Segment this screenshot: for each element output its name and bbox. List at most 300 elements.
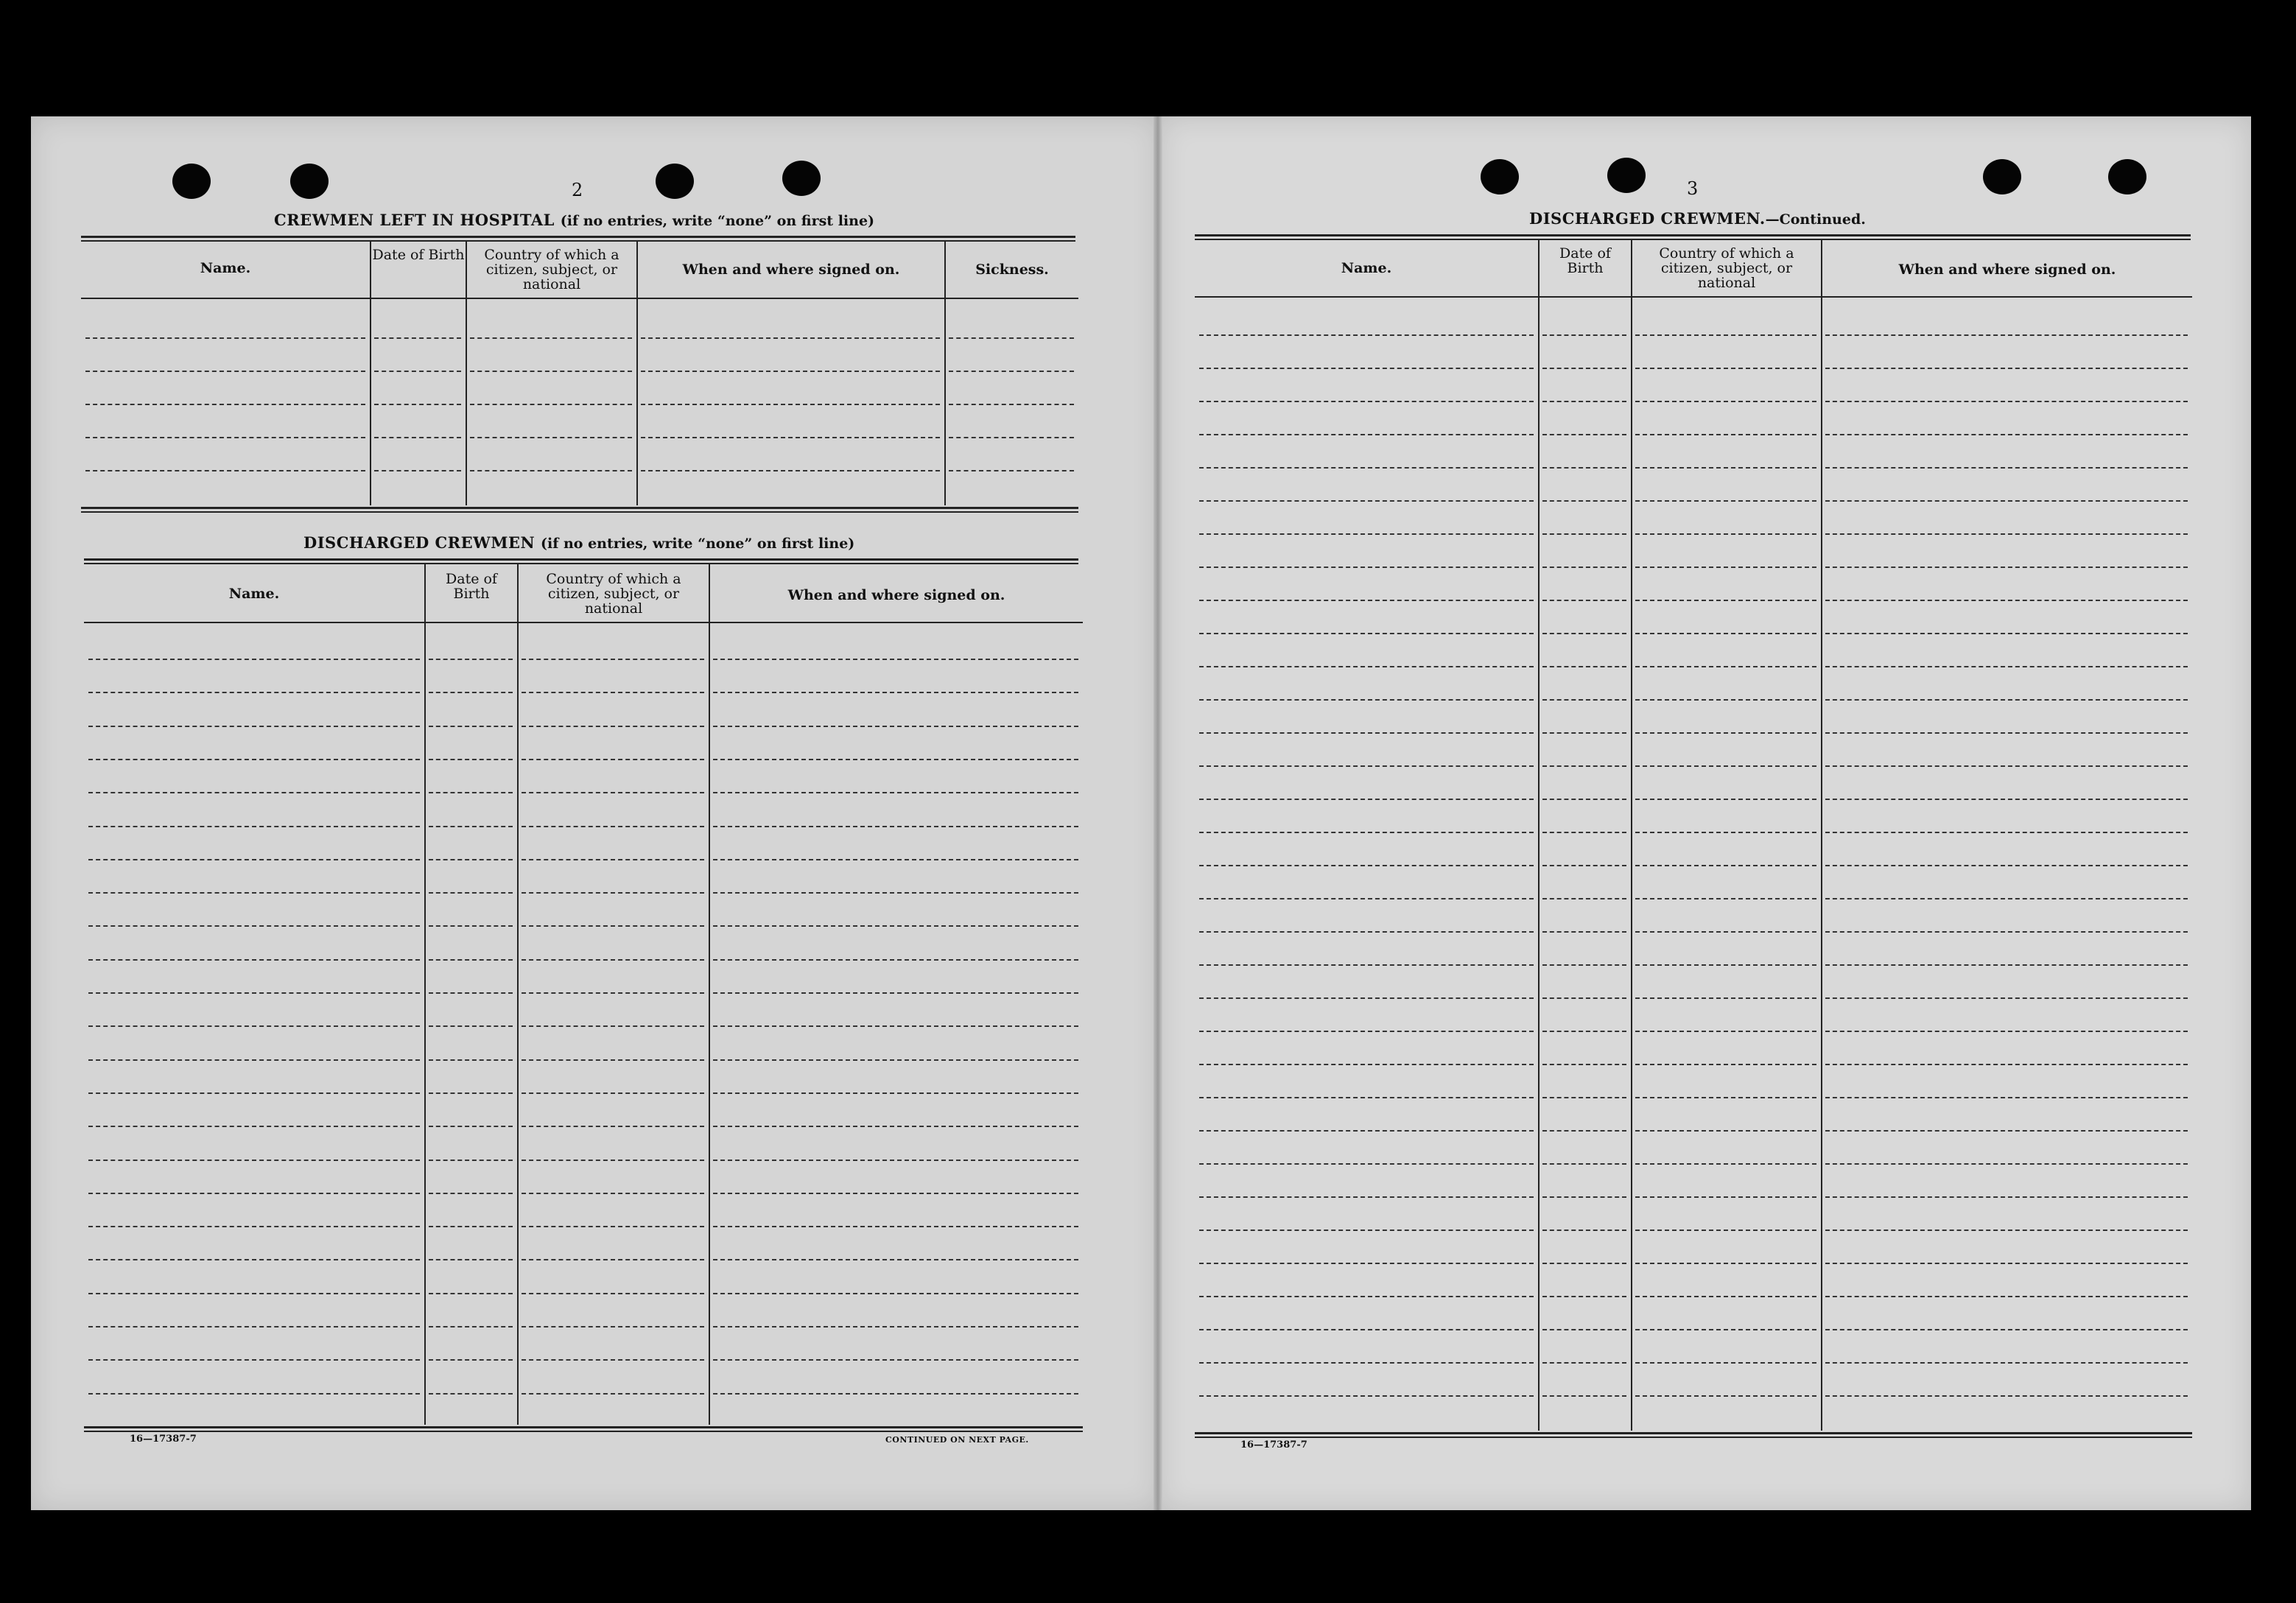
header-rule: [1195, 296, 2192, 298]
entry-line: [1635, 931, 1816, 933]
column-header: Date of Birth: [1559, 245, 1611, 276]
entry-line: [713, 1092, 1078, 1094]
entry-line: [641, 337, 940, 339]
entry-line: [1199, 1064, 1534, 1065]
table-bottom-rule: [81, 507, 1078, 513]
entry-line: [1199, 1263, 1534, 1264]
punch-hole: [656, 164, 694, 199]
entry-line: [522, 1193, 704, 1194]
entry-line: [1542, 401, 1626, 402]
left-page: [31, 116, 1159, 1510]
entry-line: [522, 959, 704, 961]
entry-line: [713, 1326, 1078, 1327]
entry-line: [713, 726, 1078, 727]
entry-line: [949, 437, 1074, 438]
hospital-section-instruction: (if no entries, write “none” on first line): [560, 213, 875, 229]
entry-line: [470, 437, 632, 438]
entry-line: [88, 992, 420, 994]
entry-line: [1635, 1230, 1816, 1231]
entry-line: [429, 1059, 513, 1061]
entry-line: [1635, 567, 1816, 568]
entry-line: [1199, 500, 1534, 502]
entry-line: [1199, 666, 1534, 667]
entry-line: [641, 371, 940, 372]
entry-line: [1635, 732, 1816, 734]
entry-line: [1635, 1329, 1816, 1330]
column-divider: [944, 240, 946, 505]
entry-line: [1825, 368, 2188, 369]
entry-line: [429, 1025, 513, 1027]
entry-line: [88, 1025, 420, 1027]
entry-line: [429, 1326, 513, 1327]
entry-line: [713, 1193, 1078, 1194]
entry-line: [522, 1259, 704, 1260]
entry-line: [1635, 898, 1816, 899]
entry-line: [522, 1092, 704, 1094]
entry-line: [85, 404, 365, 405]
column-header: When and where signed on.: [787, 587, 1005, 603]
column-divider: [1538, 239, 1540, 1431]
entry-line: [1825, 1064, 2188, 1065]
entry-line: [1542, 997, 1626, 999]
entry-line: [1542, 765, 1626, 767]
entry-line: [88, 1259, 420, 1260]
entry-line: [1825, 732, 2188, 734]
entry-line: [1542, 633, 1626, 634]
column-divider: [517, 563, 519, 1425]
entry-line: [1635, 1296, 1816, 1297]
entry-line: [1825, 401, 2188, 402]
header-rule: [84, 622, 1083, 623]
entry-line: [1825, 567, 2188, 568]
entry-line: [1199, 434, 1534, 435]
entry-line: [88, 1326, 420, 1327]
punch-hole: [290, 164, 329, 199]
entry-line: [1635, 1395, 1816, 1397]
entry-line: [374, 470, 461, 471]
entry-line: [1825, 1263, 2188, 1264]
entry-line: [1825, 1230, 2188, 1231]
entry-line: [429, 1226, 513, 1227]
discharged-section-instruction: (if no entries, write “none” on first line): [540, 536, 855, 552]
entry-line: [1199, 334, 1534, 336]
entry-line: [1635, 334, 1816, 336]
entry-line: [713, 892, 1078, 894]
entry-line: [1825, 600, 2188, 601]
entry-line: [522, 1359, 704, 1361]
entry-line: [1825, 832, 2188, 833]
discharged-table-top-rule: [84, 558, 1078, 564]
punch-hole: [1983, 159, 2021, 194]
entry-line: [522, 1126, 704, 1127]
entry-line: [429, 726, 513, 727]
entry-line: [1199, 865, 1534, 866]
entry-line: [713, 992, 1078, 994]
entry-line: [1635, 1097, 1816, 1098]
punch-hole: [782, 161, 821, 196]
entry-line: [522, 1393, 704, 1395]
column-divider: [709, 563, 710, 1425]
entry-line: [429, 1359, 513, 1361]
entry-line: [1825, 434, 2188, 435]
entry-line: [1825, 964, 2188, 966]
continued-label: —Continued.: [1765, 211, 1866, 228]
entry-line: [1635, 997, 1816, 999]
entry-line: [429, 925, 513, 927]
entry-line: [713, 659, 1078, 660]
entry-line: [713, 1160, 1078, 1161]
discharged-section-title: DISCHARGED CREWMEN: [303, 533, 536, 552]
continued-note: CONTINUED ON NEXT PAGE.: [885, 1435, 1029, 1445]
entry-line: [1825, 1196, 2188, 1198]
punch-hole: [172, 164, 211, 199]
entry-line: [374, 404, 461, 405]
discharged-continued-title: DISCHARGED CREWMEN.: [1529, 209, 1766, 228]
form-number: 16—17387-7: [1240, 1439, 1307, 1451]
entry-line: [1199, 997, 1534, 999]
entry-line: [1635, 434, 1816, 435]
entry-line: [429, 1126, 513, 1127]
column-header: Country of which a citizen, subject, or national: [1659, 245, 1794, 291]
entry-line: [949, 337, 1074, 339]
entry-line: [1542, 1296, 1626, 1297]
entry-line: [1199, 1296, 1534, 1297]
entry-line: [1199, 633, 1534, 634]
entry-line: [1199, 765, 1534, 767]
entry-line: [1825, 1362, 2188, 1364]
entry-line: [1825, 1395, 2188, 1397]
entry-line: [470, 337, 632, 339]
entry-line: [1542, 666, 1626, 667]
entry-line: [1199, 1329, 1534, 1330]
entry-line: [1542, 334, 1626, 336]
entry-line: [1825, 533, 2188, 535]
entry-line: [88, 1059, 420, 1061]
entry-line: [1542, 1031, 1626, 1032]
entry-line: [429, 892, 513, 894]
entry-line: [522, 1226, 704, 1227]
entry-line: [1825, 931, 2188, 933]
entry-line: [1635, 1163, 1816, 1165]
entry-line: [1825, 467, 2188, 469]
table-bottom-rule: [84, 1426, 1083, 1432]
entry-line: [1199, 898, 1534, 899]
entry-line: [85, 337, 365, 339]
entry-line: [1199, 401, 1534, 402]
entry-line: [1199, 964, 1534, 966]
entry-line: [522, 992, 704, 994]
entry-line: [1542, 467, 1626, 469]
entry-line: [522, 726, 704, 727]
entry-line: [1635, 765, 1816, 767]
entry-line: [88, 1126, 420, 1127]
entry-line: [88, 792, 420, 793]
entry-line: [1199, 1196, 1534, 1198]
entry-line: [1825, 898, 2188, 899]
entry-line: [1542, 699, 1626, 701]
entry-line: [713, 692, 1078, 693]
entry-line: [713, 826, 1078, 827]
entry-line: [1635, 1064, 1816, 1065]
entry-line: [470, 371, 632, 372]
entry-line: [1542, 567, 1626, 568]
entry-line: [1542, 500, 1626, 502]
entry-line: [1199, 368, 1534, 369]
entry-line: [522, 692, 704, 693]
entry-line: [1199, 467, 1534, 469]
entry-line: [1635, 1263, 1816, 1264]
entry-line: [85, 371, 365, 372]
column-header: Name.: [200, 260, 251, 276]
entry-line: [1199, 1230, 1534, 1231]
punch-hole: [1607, 158, 1646, 193]
entry-line: [1635, 964, 1816, 966]
entry-line: [429, 1193, 513, 1194]
entry-line: [1825, 799, 2188, 800]
entry-line: [88, 759, 420, 760]
entry-line: [1199, 931, 1534, 933]
entry-line: [1542, 1329, 1626, 1330]
column-header: Name.: [228, 586, 280, 602]
entry-line: [1542, 898, 1626, 899]
header-rule: [81, 298, 1078, 299]
entry-line: [522, 925, 704, 927]
entry-line: [1542, 600, 1626, 601]
entry-line: [522, 826, 704, 827]
entry-line: [1635, 666, 1816, 667]
entry-line: [88, 959, 420, 961]
column-header: Sickness.: [975, 262, 1049, 278]
entry-line: [1825, 500, 2188, 502]
entry-line: [374, 437, 461, 438]
column-header: Country of which a citizen, subject, or national: [484, 247, 619, 292]
entry-line: [1199, 567, 1534, 568]
entry-line: [1825, 1329, 2188, 1330]
entry-line: [1825, 765, 2188, 767]
entry-line: [1542, 533, 1626, 535]
table-bottom-rule: [1195, 1432, 2192, 1438]
entry-line: [1199, 1163, 1534, 1165]
entry-line: [1542, 799, 1626, 800]
entry-line: [1825, 1296, 2188, 1297]
entry-line: [641, 404, 940, 405]
entry-line: [713, 859, 1078, 860]
entry-line: [1635, 500, 1816, 502]
entry-line: [1542, 865, 1626, 866]
page-number: 2: [572, 180, 583, 200]
entry-line: [1542, 1064, 1626, 1065]
entry-line: [429, 1293, 513, 1294]
entry-line: [1825, 1031, 2188, 1032]
entry-line: [1635, 832, 1816, 833]
column-divider: [370, 240, 371, 505]
entry-line: [1635, 600, 1816, 601]
column-divider: [424, 563, 426, 1425]
entry-line: [1542, 1230, 1626, 1231]
entry-line: [374, 371, 461, 372]
entry-line: [429, 692, 513, 693]
entry-line: [641, 437, 940, 438]
entry-line: [1199, 732, 1534, 734]
entry-line: [1199, 1097, 1534, 1098]
column-header: When and where signed on.: [682, 262, 900, 278]
entry-line: [522, 1160, 704, 1161]
entry-line: [1542, 832, 1626, 833]
entry-line: [88, 1160, 420, 1161]
entry-line: [522, 1059, 704, 1061]
entry-line: [1199, 799, 1534, 800]
entry-line: [1199, 832, 1534, 833]
entry-line: [429, 659, 513, 660]
entry-line: [1542, 964, 1626, 966]
entry-line: [1635, 467, 1816, 469]
entry-line: [88, 1226, 420, 1227]
entry-line: [1635, 865, 1816, 866]
entry-line: [1542, 1097, 1626, 1098]
column-divider: [636, 240, 638, 505]
entry-line: [429, 992, 513, 994]
entry-line: [88, 1293, 420, 1294]
column-divider: [1631, 239, 1632, 1431]
entry-line: [88, 659, 420, 660]
entry-line: [1825, 1163, 2188, 1165]
entry-line: [1635, 401, 1816, 402]
entry-line: [522, 792, 704, 793]
entry-line: [1635, 1130, 1816, 1132]
entry-line: [713, 1359, 1078, 1361]
entry-line: [949, 470, 1074, 471]
entry-line: [1825, 1097, 2188, 1098]
entry-line: [1542, 434, 1626, 435]
entry-line: [429, 1259, 513, 1260]
entry-line: [713, 925, 1078, 927]
entry-line: [713, 1226, 1078, 1227]
entry-line: [949, 404, 1074, 405]
entry-line: [1825, 666, 2188, 667]
entry-line: [1542, 1196, 1626, 1198]
entry-line: [522, 1293, 704, 1294]
entry-line: [1542, 1163, 1626, 1165]
entry-line: [429, 792, 513, 793]
hospital-table-top-rule: [81, 236, 1075, 242]
page-number: 3: [1687, 178, 1699, 199]
discharged-section-heading: [303, 533, 854, 552]
entry-line: [1542, 1263, 1626, 1264]
entry-line: [1825, 1130, 2188, 1132]
entry-line: [1199, 533, 1534, 535]
entry-line: [88, 1393, 420, 1395]
entry-line: [1635, 368, 1816, 369]
entry-line: [713, 1293, 1078, 1294]
entry-line: [713, 1259, 1078, 1260]
entry-line: [1635, 533, 1816, 535]
punch-hole: [1481, 159, 1519, 194]
entry-line: [1635, 1362, 1816, 1364]
entry-line: [522, 1025, 704, 1027]
entry-line: [713, 1059, 1078, 1061]
entry-line: [1199, 1362, 1534, 1364]
entry-line: [374, 337, 461, 339]
entry-line: [1635, 699, 1816, 701]
entry-line: [429, 826, 513, 827]
page-fold: [1154, 116, 1162, 1510]
right-page: [1159, 116, 2251, 1510]
entry-line: [713, 1126, 1078, 1127]
entry-line: [1542, 1362, 1626, 1364]
entry-line: [1635, 1196, 1816, 1198]
entry-line: [641, 470, 940, 471]
entry-line: [522, 859, 704, 860]
entry-line: [713, 959, 1078, 961]
right-table-top-rule: [1195, 234, 2191, 240]
entry-line: [429, 759, 513, 760]
entry-line: [88, 925, 420, 927]
entry-line: [522, 1326, 704, 1327]
entry-line: [1542, 1130, 1626, 1132]
entry-line: [85, 437, 365, 438]
entry-line: [713, 1393, 1078, 1395]
hospital-section-title: CREWMEN LEFT IN HOSPITAL: [274, 211, 555, 229]
entry-line: [1542, 931, 1626, 933]
entry-line: [1825, 865, 2188, 866]
entry-line: [429, 1092, 513, 1094]
column-header: Name.: [1341, 260, 1392, 276]
entry-line: [949, 371, 1074, 372]
entry-line: [522, 659, 704, 660]
entry-line: [88, 726, 420, 727]
entry-line: [88, 859, 420, 860]
entry-line: [88, 1359, 420, 1361]
column-header: Date of Birth: [446, 571, 497, 602]
column-divider: [1821, 239, 1822, 1431]
entry-line: [1542, 368, 1626, 369]
entry-line: [429, 1160, 513, 1161]
entry-line: [1825, 997, 2188, 999]
entry-line: [88, 1092, 420, 1094]
entry-line: [429, 1393, 513, 1395]
entry-line: [1199, 1031, 1534, 1032]
entry-line: [1542, 732, 1626, 734]
punch-hole: [2108, 159, 2146, 194]
entry-line: [1199, 600, 1534, 601]
entry-line: [429, 859, 513, 860]
entry-line: [1199, 699, 1534, 701]
entry-line: [88, 692, 420, 693]
column-header: Country of which a citizen, subject, or national: [546, 571, 681, 617]
entry-line: [713, 759, 1078, 760]
entry-line: [1635, 633, 1816, 634]
column-header: Date of Birth: [372, 247, 465, 263]
entry-line: [713, 792, 1078, 793]
entry-line: [429, 959, 513, 961]
entry-line: [1542, 1395, 1626, 1397]
form-number: 16—17387-7: [130, 1434, 197, 1445]
entry-line: [1635, 799, 1816, 800]
column-header: When and where signed on.: [1898, 262, 2116, 278]
entry-line: [1199, 1395, 1534, 1397]
hospital-section-heading: [274, 211, 874, 229]
entry-line: [88, 892, 420, 894]
entry-line: [1825, 334, 2188, 336]
entry-line: [88, 1193, 420, 1194]
entry-line: [1635, 1031, 1816, 1032]
entry-line: [713, 1025, 1078, 1027]
entry-line: [522, 892, 704, 894]
entry-line: [1825, 699, 2188, 701]
entry-line: [522, 759, 704, 760]
entry-line: [85, 470, 365, 471]
column-divider: [466, 240, 467, 505]
